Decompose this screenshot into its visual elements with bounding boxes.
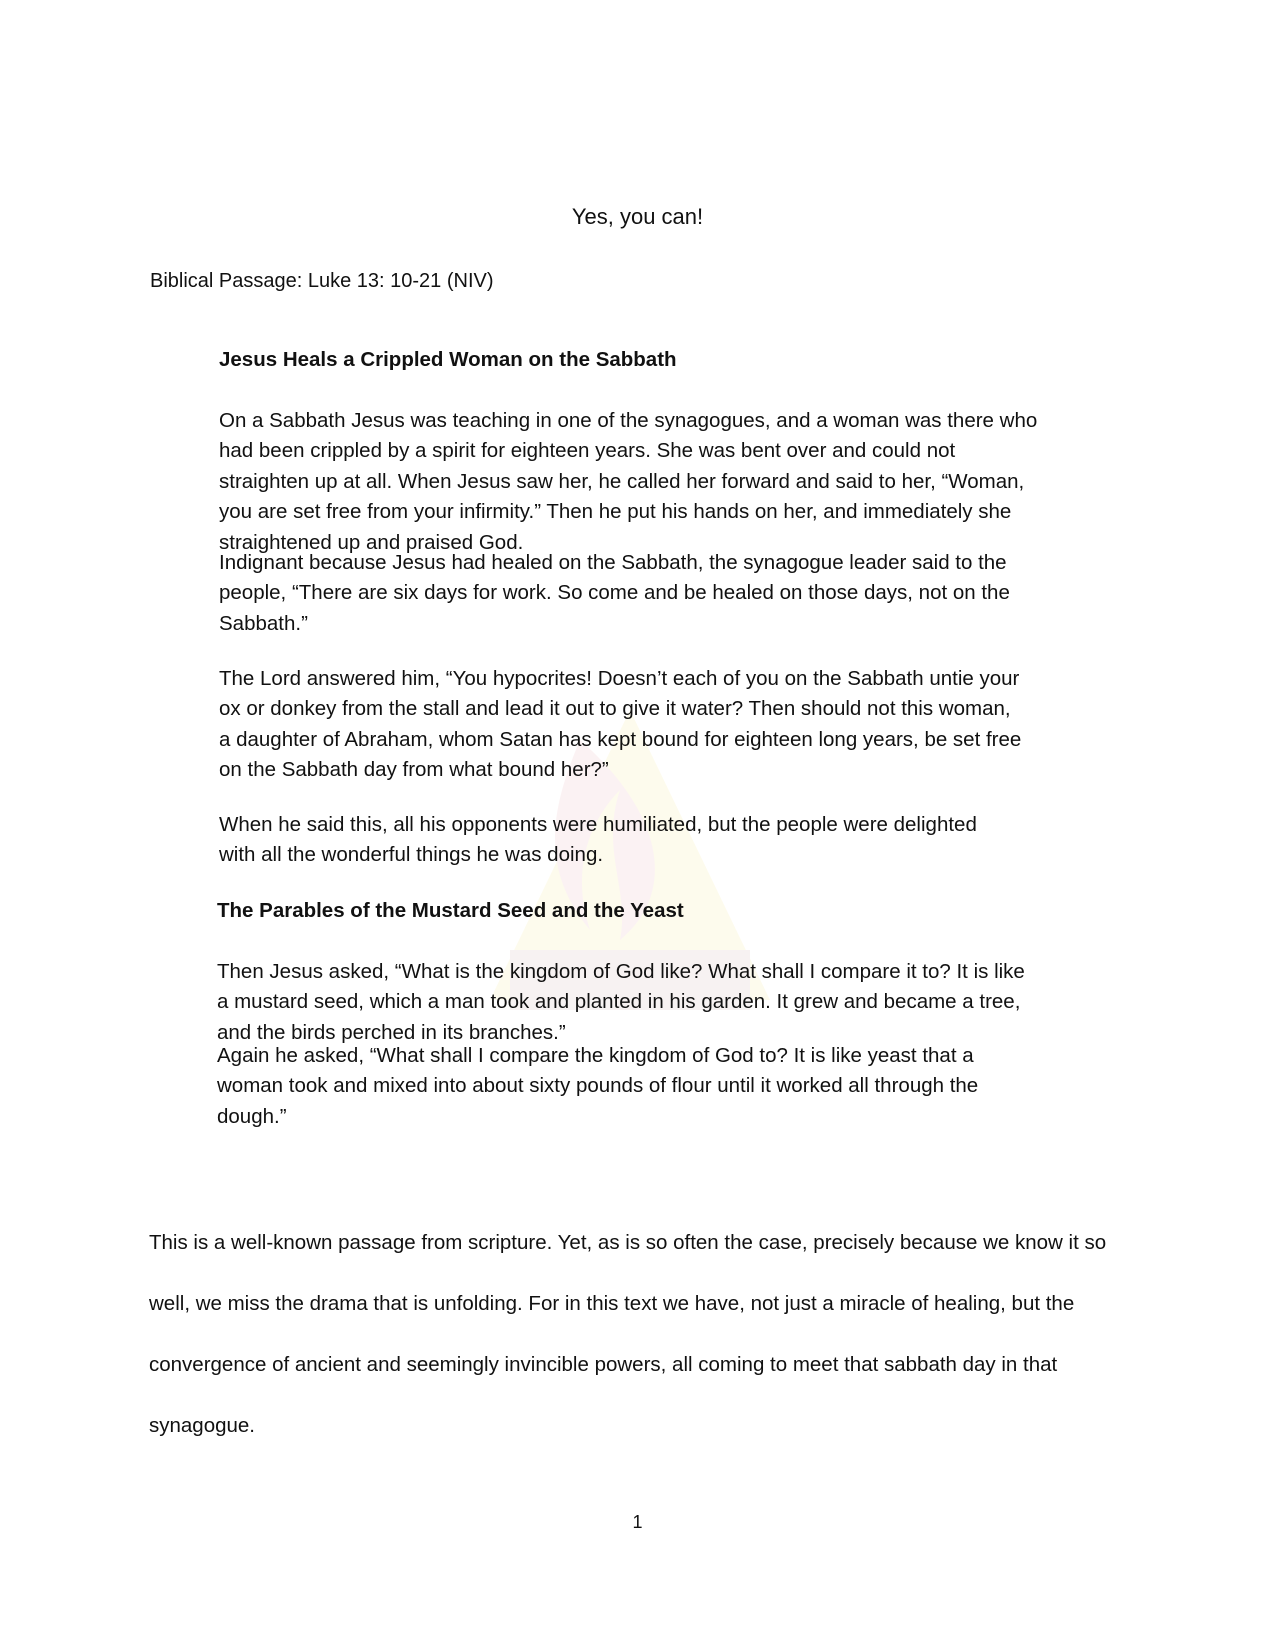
reflection-paragraph: This is a well-known passage from scripture. Yet, as is so often the case, precisely because we know it so well, we miss the drama that is unfolding. For in this text we have, not just a miracle of healing, but the convergence of ancient and seemingly invincible powers, all coming to meet that sabbath day in that synagogue. xyxy=(149,1231,1107,1437)
scripture-paragraph: Then Jesus asked, “What is the kingdom of God like? What shall I compare it to? It is like a mustard seed, which a man took and planted in his garden. It grew and became a tree, and the birds perched in its branches.” xyxy=(217,959,1025,1044)
passage-reference: Biblical Passage: Luke 13: 10-21 (NIV) xyxy=(150,270,494,292)
scripture-paragraph: On a Sabbath Jesus was teaching in one of the synagogues, and a woman was there who had been crippled by a spirit for eighteen years. She was bent over and could not straighten up at all. When Jesus saw her, he called her forward and said to her, “Woman, you are set free from your infirmity.” Then he put his hands on her, and immediately she straightened up and praised God. xyxy=(219,408,1038,554)
document-title: Yes, you can! xyxy=(571,204,704,229)
scripture-block xyxy=(217,1010,1097,1163)
scripture-paragraph: The Lord answered him, “You hypocrites! Doesn’t each of you on the Sabbath untie your ox or donkey from the stall and lead it out to give it water? Then should not this woman, a daughter of Abraham, whom Satan has kept bound for eighteen long years, be set free on the Sabbath day from what bound her?” xyxy=(219,666,1022,781)
scripture-paragraph: Indignant because Jesus had healed on the Sabbath, the synagogue leader said to the people, “There are six days for work. So come and be healed on those days, not on the Sabbath.” xyxy=(219,550,1010,635)
scripture-paragraph: When he said this, all his opponents were humiliated, but the people were delighted with all the wonderful things he was doing. xyxy=(219,812,977,866)
section-heading: Jesus Heals a Crippled Woman on the Sabbath xyxy=(219,347,677,371)
scripture-paragraph: Again he asked, “What shall I compare the kingdom of God to? It is like yeast that a woman took and mixed into about sixty pounds of flour until it worked all through the dough.” xyxy=(217,1043,979,1128)
page-number: 1 xyxy=(632,1512,643,1532)
section-heading: The Parables of the Mustard Seed and the Yeast xyxy=(217,898,684,922)
